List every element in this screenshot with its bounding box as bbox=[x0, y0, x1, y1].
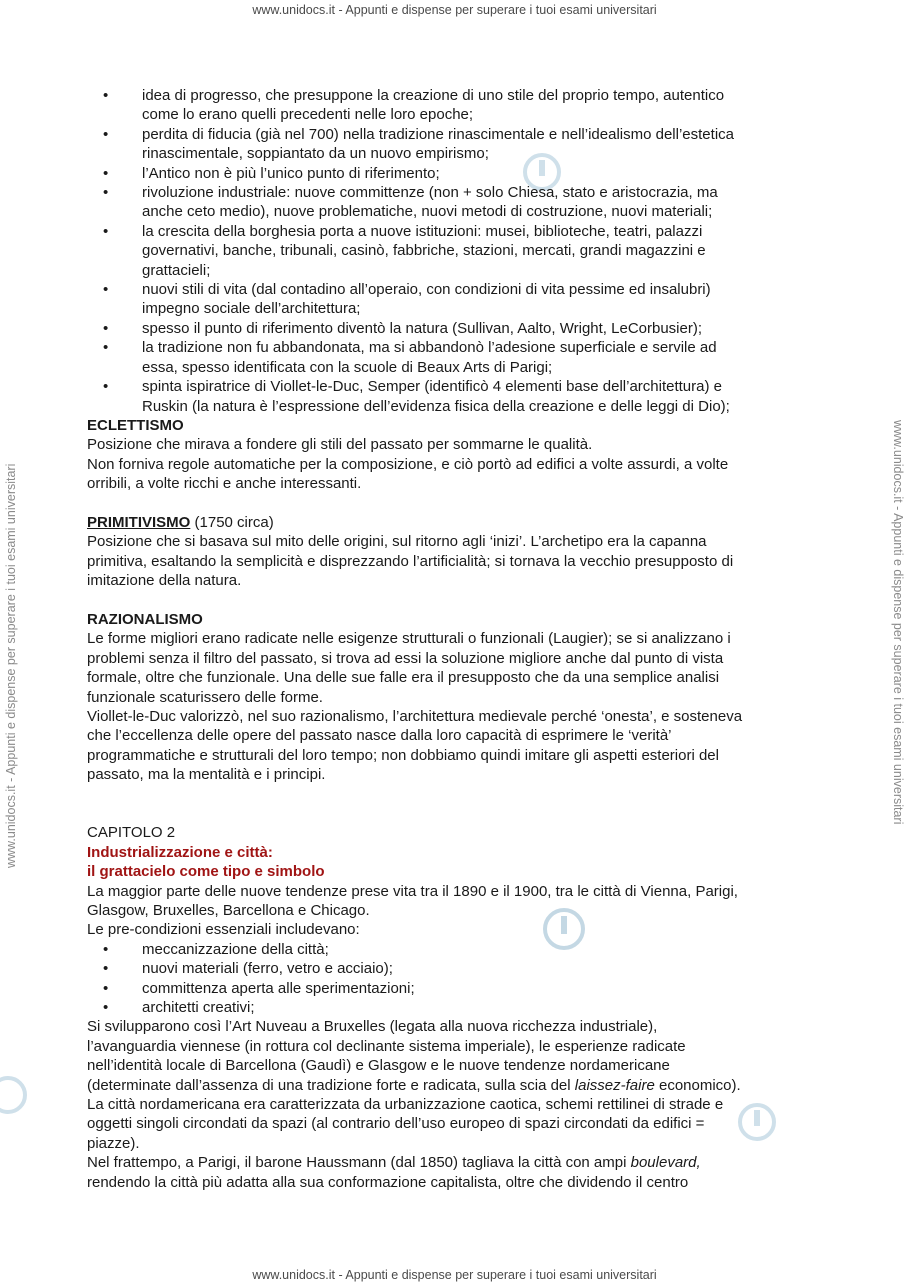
paragraph-line: Le forme migliori erano radicate nelle esigenze strutturali o funzionali (Laugier); se si analizzano i bbox=[87, 630, 731, 648]
list-item: • la tradizione non fu abbandonata, ma si abbandonò l’adesione superficiale e servile ad essa, spesso identificata con la scuole di Beaux Arts di Parigi; bbox=[103, 339, 717, 376]
list-item: • spesso il punto di riferimento diventò la natura (Sullivan, Aalto, Wright, LeCorbusier); bbox=[103, 319, 703, 337]
paragraph-line: Non forniva regole automatiche per la composizione, e ciò portò ad edifici a volte assurdi, a volte bbox=[87, 455, 729, 473]
paragraph-line: Glasgow, Bruxelles, Barcellona e Chicago. bbox=[87, 902, 370, 920]
preconditions-list bbox=[87, 940, 827, 1018]
paragraph-line: Le pre-condizioni essenziali includevano: bbox=[87, 921, 360, 939]
laissez-faire-term: laissez-faire bbox=[574, 1076, 655, 1094]
paragraph-line: Si svilupparono così l’Art Nuveau a Bruxelles (legata alla nuova ricchezza industriale), bbox=[87, 1018, 658, 1036]
paragraph-line: funzionale scaturissero delle forme. bbox=[87, 688, 323, 706]
paragraph-line: piazze). bbox=[87, 1134, 140, 1152]
paragraph-line: imitazione della natura. bbox=[87, 572, 242, 590]
paragraph-line: Viollet-le-Duc valorizzò, nel suo razionalismo, l’architettura medievale perché ‘onesta’, e sosteneva bbox=[87, 707, 743, 725]
list-item: • architetti creativi; bbox=[103, 999, 255, 1017]
list-item: • rivoluzione industriale: nuove committenze (non + solo Chiesa, stato e aristocrazia, ma anche ceto medio), nuove problematiche, nuovi metodi di costruzione, nuovi materiali; bbox=[103, 184, 718, 221]
watermark-left: www.unidocs.it - Appunti e dispense per superare i tuoi esami universitari bbox=[4, 463, 18, 868]
paragraph-line: passato, ma la mentalità e i principi. bbox=[87, 766, 326, 784]
primitivismo-heading-line bbox=[87, 513, 827, 532]
paragraph-line: La città nordamericana era caratterizzata da urbanizzazione caotica, schemi rettilinei di strade e bbox=[87, 1096, 724, 1114]
paragraph-line: l’avanguardia viennese (in rottura col declinante sistema imperiale), le esperienze radicate bbox=[87, 1037, 686, 1055]
paragraph-line: Posizione che mirava a fondere gli stili del passato per sommarne le qualità. bbox=[87, 436, 593, 454]
list-item: • nuovi materiali (ferro, vetro e acciaio); bbox=[103, 960, 393, 978]
paragraph-line: Posizione che si basava sul mito delle origini, sul ritorno agli ‘inizi’. L’archetipo era la capanna bbox=[87, 533, 707, 551]
watermark-top: www.unidocs.it - Appunti e dispense per superare i tuoi esami universitari bbox=[252, 3, 657, 17]
paragraph-line: rendendo la città più adatta alla sua conformazione capitalista, oltre che dividendo il centro bbox=[87, 1173, 689, 1191]
primitivismo-date: (1750 circa) bbox=[190, 513, 274, 531]
paragraph-line: (determinate dall’assenza di una tradizione forte e radicata, sulla scia del laissez-faire economico). bbox=[87, 1076, 741, 1094]
watermark-right: www.unidocs.it - Appunti e dispense per superare i tuoi esami universitari bbox=[891, 420, 905, 825]
paragraph-line: problemi senza il filtro del passato, si trova ad essi la soluzione migliore anche dal punto di vista bbox=[87, 649, 724, 667]
chapter-subtitle: il grattacielo come tipo e simbolo bbox=[87, 863, 325, 881]
watermark-bottom: www.unidocs.it - Appunti e dispense per superare i tuoi esami universitari bbox=[252, 1268, 657, 1282]
unidocs-logo-icon bbox=[0, 1070, 30, 1120]
list-item: • la crescita della borghesia porta a nuove istituzioni: musei, biblioteche, teatri, palazzi governativi, banche, tribunali, casinò, fabbriche, stazioni, mercati, grandi magazzini e grattacieli; bbox=[103, 222, 706, 279]
paragraph-line: programmatiche e strutturali del loro tempo; non dobbiamo quindi imitare gli aspetti esteriori del bbox=[87, 746, 719, 764]
paragraph-line: primitiva, esaltando la semplicità e disprezzando l’artificialità; si tornava la vecchio presupposto di bbox=[87, 552, 734, 570]
eclettismo-heading: ECLETTISMO bbox=[87, 416, 184, 434]
paragraph-line: formale, oltre che funzionale. Una delle sue falle era il presupposto che da una semplice analisi bbox=[87, 669, 720, 687]
list-item: • idea di progresso, che presuppone la creazione di uno stile del proprio tempo, autentico come lo erano quelli precedenti nelle loro epoche; bbox=[103, 87, 725, 124]
list-item: • nuovi stili di vita (dal contadino all’operaio, con condizioni di vita pessime ed insalubri) impegno sociale dell’architettura; bbox=[103, 281, 711, 318]
chapter-title: Industrializzazione e città: bbox=[87, 843, 273, 861]
paragraph-line: che l’eccellenza delle opere del passato nasce dalla loro capacità di esprimere le ‘verità’ bbox=[87, 727, 672, 745]
boulevard-term: boulevard, bbox=[630, 1154, 701, 1172]
list-item: • meccanizzazione della città; bbox=[103, 940, 329, 958]
chapter-number: CAPITOLO 2 bbox=[87, 824, 176, 842]
list-item: • spinta ispiratrice di Viollet-le-Duc, Semper (identificò 4 elementi base dell’architettura) e Ruskin (la natura è l’espressione dell’evidenza fisica della creazione e delle leggi di Dio); bbox=[103, 378, 730, 415]
list-item: • perdita di fiducia (già nel 700) nella tradizione rinascimentale e nell’idealismo dell’estetica rinascimentale, soppiantato da un nuovo empirismo; bbox=[103, 125, 734, 163]
primitivismo-heading: PRIMITIVISMO bbox=[87, 513, 191, 531]
list-item: • committenza aperta alle sperimentazioni; bbox=[103, 979, 415, 997]
razionalismo-heading: RAZIONALISMO bbox=[87, 610, 203, 628]
intro-bullet-list bbox=[87, 86, 827, 416]
list-item: • l’Antico non è più l’unico punto di riferimento; bbox=[103, 164, 440, 182]
document-body bbox=[87, 86, 827, 1192]
paragraph-line: nell’identità locale di Barcellona (Gaudì) e Glasgow e le nuove tendenze nordamericane bbox=[87, 1057, 670, 1075]
paragraph-line: La maggior parte delle nuove tendenze prese vita tra il 1890 e il 1900, tra le città di Vienna, Parigi, bbox=[87, 882, 738, 900]
paragraph-line: oggetti singoli circondati da spazi (al contrario dell’uso europeo di spazi circondati da edifici = bbox=[87, 1115, 705, 1133]
paragraph-line: orribili, a volte ricchi e anche interessanti. bbox=[87, 475, 362, 493]
paragraph-line: Nel frattempo, a Parigi, il barone Haussmann (dal 1850) tagliava la città con ampi boulevard, bbox=[87, 1154, 701, 1172]
